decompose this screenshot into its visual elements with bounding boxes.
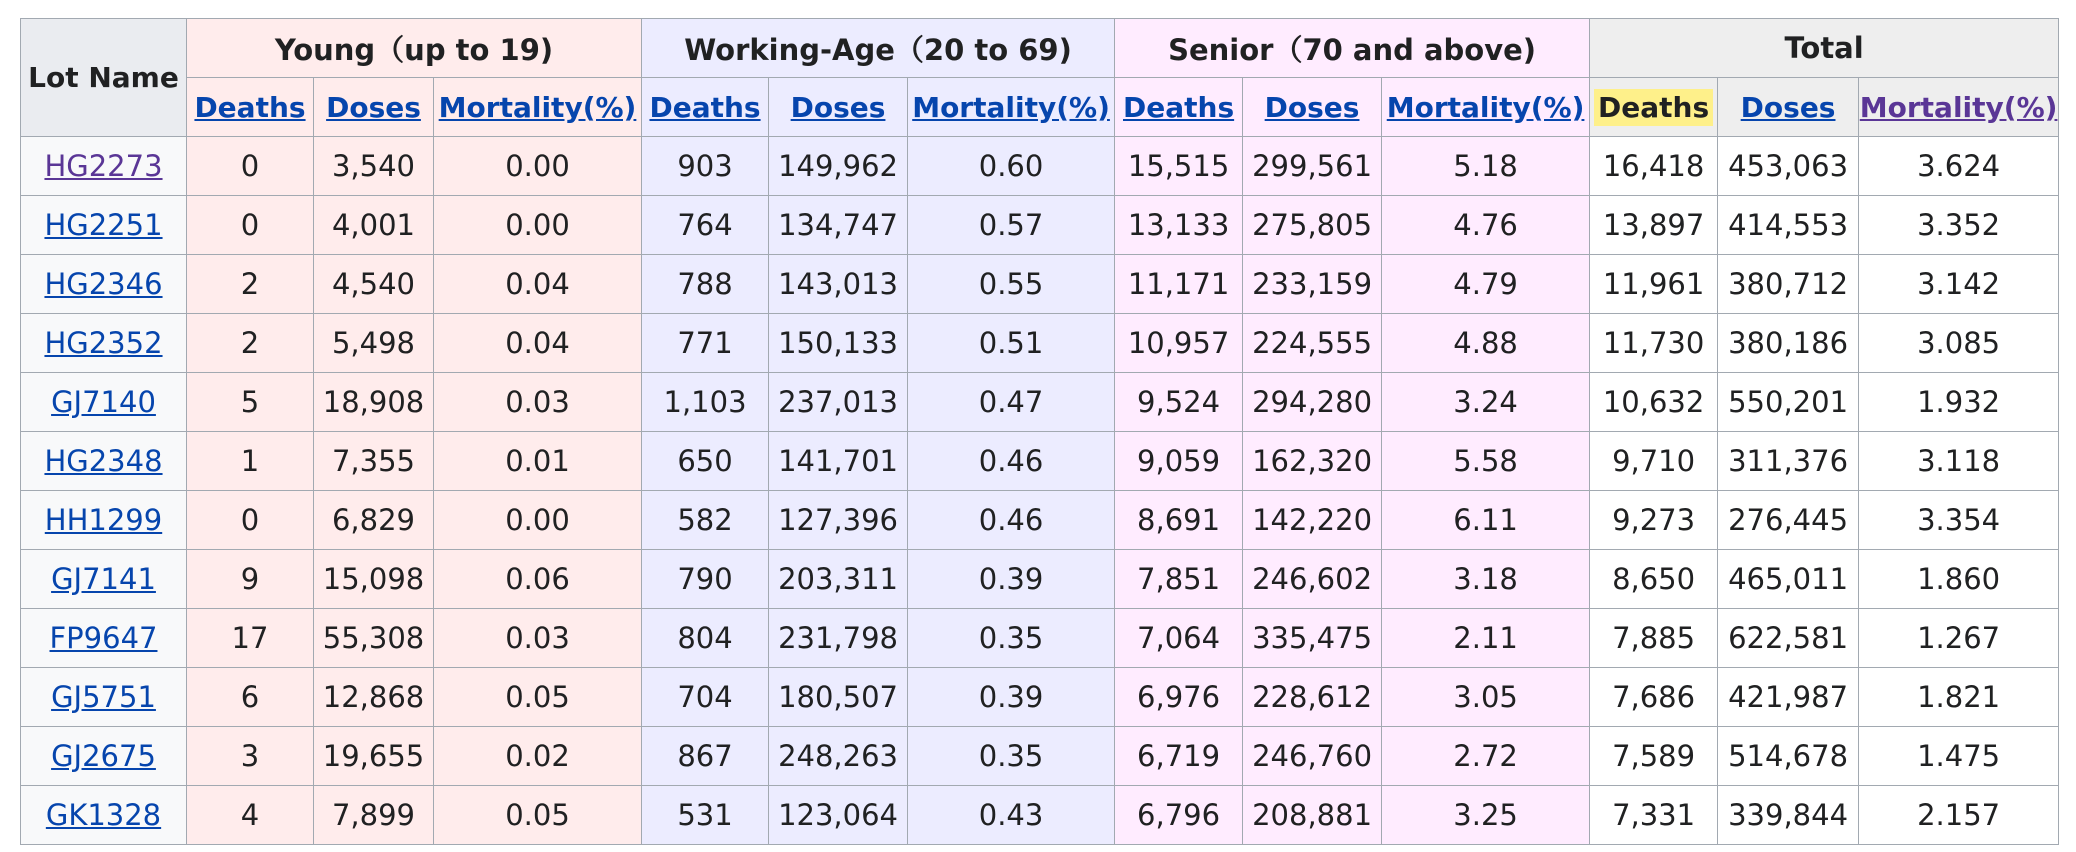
working-age-doses-cell: 149,962 bbox=[769, 137, 908, 196]
table-row bbox=[21, 491, 2059, 550]
young-group-header: Young（up to 19) bbox=[187, 19, 642, 78]
young-doses-cell: 7,355 bbox=[314, 432, 434, 491]
young-doses-cell: 4,540 bbox=[314, 255, 434, 314]
young-deaths-cell: 0 bbox=[187, 196, 314, 255]
total-mortality-cell: 3.624 bbox=[1859, 137, 2059, 196]
working-age-doses-cell: 143,013 bbox=[769, 255, 908, 314]
senior-doses-cell: 299,561 bbox=[1243, 137, 1382, 196]
young-mortality-cell: 0.03 bbox=[434, 373, 642, 432]
sort-total-doses-link[interactable]: Doses bbox=[1740, 90, 1836, 124]
total-deaths-cell: 16,418 bbox=[1590, 137, 1718, 196]
table-row bbox=[21, 550, 2059, 609]
senior-mortality-cell: 2.11 bbox=[1382, 609, 1590, 668]
senior-mortality-cell: 4.79 bbox=[1382, 255, 1590, 314]
total-doses-cell: 421,987 bbox=[1718, 668, 1859, 727]
total-doses-cell: 622,581 bbox=[1718, 609, 1859, 668]
total-mortality-cell: 3.118 bbox=[1859, 432, 2059, 491]
total-doses-cell: 465,011 bbox=[1718, 550, 1859, 609]
senior-mortality-cell: 3.05 bbox=[1382, 668, 1590, 727]
young-doses-cell: 18,908 bbox=[314, 373, 434, 432]
working-age-doses-cell: 203,311 bbox=[769, 550, 908, 609]
total-doses-cell: 311,376 bbox=[1718, 432, 1859, 491]
lot-link[interactable]: HH1299 bbox=[44, 503, 163, 537]
senior-deaths-cell: 8,691 bbox=[1115, 491, 1243, 550]
working-age-doses-cell: 237,013 bbox=[769, 373, 908, 432]
working-age-doses-cell: 180,507 bbox=[769, 668, 908, 727]
table-row bbox=[21, 196, 2059, 255]
sort-working-age-doses-link[interactable]: Doses bbox=[790, 90, 886, 124]
young-mortality-cell: 0.00 bbox=[434, 137, 642, 196]
young-deaths-cell: 4 bbox=[187, 786, 314, 845]
lot-link[interactable]: GJ7141 bbox=[51, 562, 156, 596]
senior-mortality-cell: 6.11 bbox=[1382, 491, 1590, 550]
total-mortality-cell: 1.860 bbox=[1859, 550, 2059, 609]
table-row bbox=[21, 668, 2059, 727]
working-age-deaths-cell: 788 bbox=[642, 255, 769, 314]
lot-name-cell bbox=[21, 668, 187, 727]
young-doses-cell: 6,829 bbox=[314, 491, 434, 550]
table-row bbox=[21, 255, 2059, 314]
total-mortality-cell: 1.475 bbox=[1859, 727, 2059, 786]
working-age-mortality-cell: 0.39 bbox=[908, 550, 1115, 609]
lot-name-cell bbox=[21, 137, 187, 196]
working-age-doses-cell: 231,798 bbox=[769, 609, 908, 668]
working-age-deaths-cell: 1,103 bbox=[642, 373, 769, 432]
table-row bbox=[21, 373, 2059, 432]
lot-link[interactable]: HG2348 bbox=[44, 444, 163, 478]
total-mortality-header bbox=[1859, 78, 2059, 137]
working-age-doses-cell: 127,396 bbox=[769, 491, 908, 550]
lot-mortality-table bbox=[20, 18, 2059, 845]
table-row bbox=[21, 432, 2059, 491]
total-deaths-highlight: Deaths bbox=[1594, 89, 1713, 126]
senior-mortality-cell: 4.88 bbox=[1382, 314, 1590, 373]
sort-young-doses-link[interactable]: Doses bbox=[326, 90, 421, 124]
young-deaths-header bbox=[187, 78, 314, 137]
total-doses-header bbox=[1718, 78, 1859, 137]
senior-doses-cell: 294,280 bbox=[1243, 373, 1382, 432]
senior-doses-cell: 228,612 bbox=[1243, 668, 1382, 727]
sort-senior-doses-link[interactable]: Doses bbox=[1264, 90, 1360, 124]
sort-total-mortality-link[interactable]: Mortality(%) bbox=[1859, 90, 2058, 124]
total-mortality-cell: 3.354 bbox=[1859, 491, 2059, 550]
young-mortality-cell: 0.00 bbox=[434, 491, 642, 550]
senior-doses-cell: 246,760 bbox=[1243, 727, 1382, 786]
table-row bbox=[21, 137, 2059, 196]
total-mortality-cell: 1.932 bbox=[1859, 373, 2059, 432]
sort-working-age-deaths-link[interactable]: Deaths bbox=[649, 90, 761, 124]
lot-link[interactable]: GK1328 bbox=[45, 798, 162, 832]
lot-link[interactable]: HG2273 bbox=[44, 149, 163, 183]
total-deaths-cell: 11,730 bbox=[1590, 314, 1718, 373]
young-deaths-cell: 1 bbox=[187, 432, 314, 491]
senior-doses-cell: 162,320 bbox=[1243, 432, 1382, 491]
total-doses-cell: 453,063 bbox=[1718, 137, 1859, 196]
young-doses-header bbox=[314, 78, 434, 137]
working-age-mortality-header bbox=[908, 78, 1115, 137]
young-doses-cell: 55,308 bbox=[314, 609, 434, 668]
young-doses-cell: 5,498 bbox=[314, 314, 434, 373]
working-age-deaths-header bbox=[642, 78, 769, 137]
senior-doses-cell: 142,220 bbox=[1243, 491, 1382, 550]
sort-senior-deaths-link[interactable]: Deaths bbox=[1123, 90, 1235, 124]
total-mortality-cell: 1.821 bbox=[1859, 668, 2059, 727]
senior-mortality-cell: 3.24 bbox=[1382, 373, 1590, 432]
total-deaths-header bbox=[1590, 78, 1718, 137]
young-doses-cell: 15,098 bbox=[314, 550, 434, 609]
working-age-mortality-cell: 0.43 bbox=[908, 786, 1115, 845]
total-doses-cell: 380,186 bbox=[1718, 314, 1859, 373]
working-age-mortality-cell: 0.60 bbox=[908, 137, 1115, 196]
working-age-deaths-cell: 790 bbox=[642, 550, 769, 609]
young-mortality-cell: 0.05 bbox=[434, 786, 642, 845]
working-age-deaths-cell: 764 bbox=[642, 196, 769, 255]
table-row bbox=[21, 786, 2059, 845]
lot-link[interactable]: HG2251 bbox=[44, 208, 163, 242]
total-doses-cell: 380,712 bbox=[1718, 255, 1859, 314]
young-mortality-cell: 0.01 bbox=[434, 432, 642, 491]
lot-name-header: Lot Name bbox=[21, 19, 187, 137]
lot-name-cell bbox=[21, 550, 187, 609]
senior-doses-cell: 224,555 bbox=[1243, 314, 1382, 373]
sort-working-age-mortality-link[interactable]: Mortality(%) bbox=[912, 90, 1110, 124]
lot-link[interactable]: HG2352 bbox=[44, 326, 163, 360]
young-mortality-cell: 0.04 bbox=[434, 255, 642, 314]
senior-mortality-cell: 3.25 bbox=[1382, 786, 1590, 845]
working-age-mortality-cell: 0.46 bbox=[908, 491, 1115, 550]
table-row bbox=[21, 314, 2059, 373]
senior-deaths-cell: 6,796 bbox=[1115, 786, 1243, 845]
lot-name-cell bbox=[21, 786, 187, 845]
senior-deaths-header bbox=[1115, 78, 1243, 137]
young-mortality-cell: 0.05 bbox=[434, 668, 642, 727]
senior-mortality-cell: 4.76 bbox=[1382, 196, 1590, 255]
total-group-header: Total bbox=[1590, 19, 2059, 78]
working-age-mortality-cell: 0.55 bbox=[908, 255, 1115, 314]
working-age-doses-cell: 150,133 bbox=[769, 314, 908, 373]
young-deaths-cell: 9 bbox=[187, 550, 314, 609]
lot-name-cell bbox=[21, 491, 187, 550]
senior-deaths-cell: 9,059 bbox=[1115, 432, 1243, 491]
young-doses-cell: 4,001 bbox=[314, 196, 434, 255]
young-deaths-cell: 2 bbox=[187, 314, 314, 373]
working-age-group-header: Working-Age（20 to 69) bbox=[642, 19, 1115, 78]
lot-name-cell bbox=[21, 609, 187, 668]
young-doses-cell: 7,899 bbox=[314, 786, 434, 845]
young-deaths-cell: 6 bbox=[187, 668, 314, 727]
working-age-mortality-cell: 0.35 bbox=[908, 609, 1115, 668]
total-mortality-cell: 1.267 bbox=[1859, 609, 2059, 668]
working-age-deaths-cell: 650 bbox=[642, 432, 769, 491]
group-header-row bbox=[21, 19, 2059, 78]
table-row bbox=[21, 727, 2059, 786]
senior-doses-cell: 246,602 bbox=[1243, 550, 1382, 609]
total-mortality-cell: 3.142 bbox=[1859, 255, 2059, 314]
total-mortality-cell: 3.352 bbox=[1859, 196, 2059, 255]
lot-name-cell bbox=[21, 314, 187, 373]
working-age-deaths-cell: 704 bbox=[642, 668, 769, 727]
senior-deaths-cell: 13,133 bbox=[1115, 196, 1243, 255]
lot-name-cell bbox=[21, 196, 187, 255]
total-deaths-cell: 8,650 bbox=[1590, 550, 1718, 609]
working-age-deaths-cell: 903 bbox=[642, 137, 769, 196]
working-age-mortality-cell: 0.47 bbox=[908, 373, 1115, 432]
senior-deaths-cell: 11,171 bbox=[1115, 255, 1243, 314]
working-age-doses-header bbox=[769, 78, 908, 137]
table-body bbox=[21, 137, 2059, 845]
young-deaths-cell: 3 bbox=[187, 727, 314, 786]
young-mortality-cell: 0.00 bbox=[434, 196, 642, 255]
subheader-row bbox=[21, 78, 2059, 137]
young-mortality-header bbox=[434, 78, 642, 137]
total-mortality-cell: 2.157 bbox=[1859, 786, 2059, 845]
sort-young-mortality-link[interactable]: Mortality(%) bbox=[438, 90, 637, 124]
total-deaths-cell: 9,710 bbox=[1590, 432, 1718, 491]
working-age-doses-cell: 141,701 bbox=[769, 432, 908, 491]
senior-mortality-header bbox=[1382, 78, 1590, 137]
young-deaths-cell: 2 bbox=[187, 255, 314, 314]
senior-deaths-cell: 7,064 bbox=[1115, 609, 1243, 668]
lot-link[interactable]: GJ5751 bbox=[51, 680, 156, 714]
senior-doses-header bbox=[1243, 78, 1382, 137]
senior-group-header: Senior（70 and above) bbox=[1115, 19, 1590, 78]
lot-link[interactable]: FP9647 bbox=[49, 621, 158, 655]
senior-deaths-cell: 15,515 bbox=[1115, 137, 1243, 196]
working-age-deaths-cell: 582 bbox=[642, 491, 769, 550]
senior-mortality-cell: 5.58 bbox=[1382, 432, 1590, 491]
total-deaths-cell: 7,686 bbox=[1590, 668, 1718, 727]
lot-name-cell bbox=[21, 432, 187, 491]
senior-doses-cell: 208,881 bbox=[1243, 786, 1382, 845]
young-deaths-cell: 0 bbox=[187, 491, 314, 550]
senior-deaths-cell: 7,851 bbox=[1115, 550, 1243, 609]
senior-doses-cell: 335,475 bbox=[1243, 609, 1382, 668]
lot-link[interactable]: GJ2675 bbox=[51, 739, 156, 773]
working-age-mortality-cell: 0.39 bbox=[908, 668, 1115, 727]
total-deaths-cell: 7,589 bbox=[1590, 727, 1718, 786]
sort-senior-mortality-link[interactable]: Mortality(%) bbox=[1386, 90, 1585, 124]
working-age-mortality-cell: 0.51 bbox=[908, 314, 1115, 373]
working-age-doses-cell: 123,064 bbox=[769, 786, 908, 845]
working-age-deaths-cell: 867 bbox=[642, 727, 769, 786]
total-deaths-cell: 11,961 bbox=[1590, 255, 1718, 314]
young-mortality-cell: 0.04 bbox=[434, 314, 642, 373]
working-age-deaths-cell: 804 bbox=[642, 609, 769, 668]
lot-link[interactable]: GJ7140 bbox=[51, 385, 156, 419]
working-age-mortality-cell: 0.35 bbox=[908, 727, 1115, 786]
total-deaths-cell: 7,885 bbox=[1590, 609, 1718, 668]
lot-name-cell bbox=[21, 373, 187, 432]
young-mortality-cell: 0.03 bbox=[434, 609, 642, 668]
senior-mortality-cell: 2.72 bbox=[1382, 727, 1590, 786]
senior-deaths-cell: 6,976 bbox=[1115, 668, 1243, 727]
senior-deaths-cell: 10,957 bbox=[1115, 314, 1243, 373]
working-age-doses-cell: 248,263 bbox=[769, 727, 908, 786]
young-deaths-cell: 5 bbox=[187, 373, 314, 432]
senior-mortality-cell: 3.18 bbox=[1382, 550, 1590, 609]
senior-doses-cell: 233,159 bbox=[1243, 255, 1382, 314]
total-deaths-cell: 13,897 bbox=[1590, 196, 1718, 255]
young-deaths-cell: 0 bbox=[187, 137, 314, 196]
young-deaths-cell: 17 bbox=[187, 609, 314, 668]
total-doses-cell: 276,445 bbox=[1718, 491, 1859, 550]
table-row bbox=[21, 609, 2059, 668]
lot-name-cell bbox=[21, 255, 187, 314]
sort-young-deaths-link[interactable]: Deaths bbox=[194, 90, 306, 124]
lot-link[interactable]: HG2346 bbox=[44, 267, 163, 301]
lot-name-cell bbox=[21, 727, 187, 786]
working-age-mortality-cell: 0.46 bbox=[908, 432, 1115, 491]
total-deaths-cell: 10,632 bbox=[1590, 373, 1718, 432]
senior-deaths-cell: 9,524 bbox=[1115, 373, 1243, 432]
working-age-doses-cell: 134,747 bbox=[769, 196, 908, 255]
young-doses-cell: 3,540 bbox=[314, 137, 434, 196]
total-deaths-cell: 7,331 bbox=[1590, 786, 1718, 845]
working-age-deaths-cell: 771 bbox=[642, 314, 769, 373]
senior-mortality-cell: 5.18 bbox=[1382, 137, 1590, 196]
young-doses-cell: 19,655 bbox=[314, 727, 434, 786]
senior-deaths-cell: 6,719 bbox=[1115, 727, 1243, 786]
total-doses-cell: 414,553 bbox=[1718, 196, 1859, 255]
total-doses-cell: 514,678 bbox=[1718, 727, 1859, 786]
total-doses-cell: 550,201 bbox=[1718, 373, 1859, 432]
young-mortality-cell: 0.02 bbox=[434, 727, 642, 786]
young-mortality-cell: 0.06 bbox=[434, 550, 642, 609]
senior-doses-cell: 275,805 bbox=[1243, 196, 1382, 255]
total-doses-cell: 339,844 bbox=[1718, 786, 1859, 845]
working-age-deaths-cell: 531 bbox=[642, 786, 769, 845]
total-mortality-cell: 3.085 bbox=[1859, 314, 2059, 373]
working-age-mortality-cell: 0.57 bbox=[908, 196, 1115, 255]
total-deaths-cell: 9,273 bbox=[1590, 491, 1718, 550]
young-doses-cell: 12,868 bbox=[314, 668, 434, 727]
